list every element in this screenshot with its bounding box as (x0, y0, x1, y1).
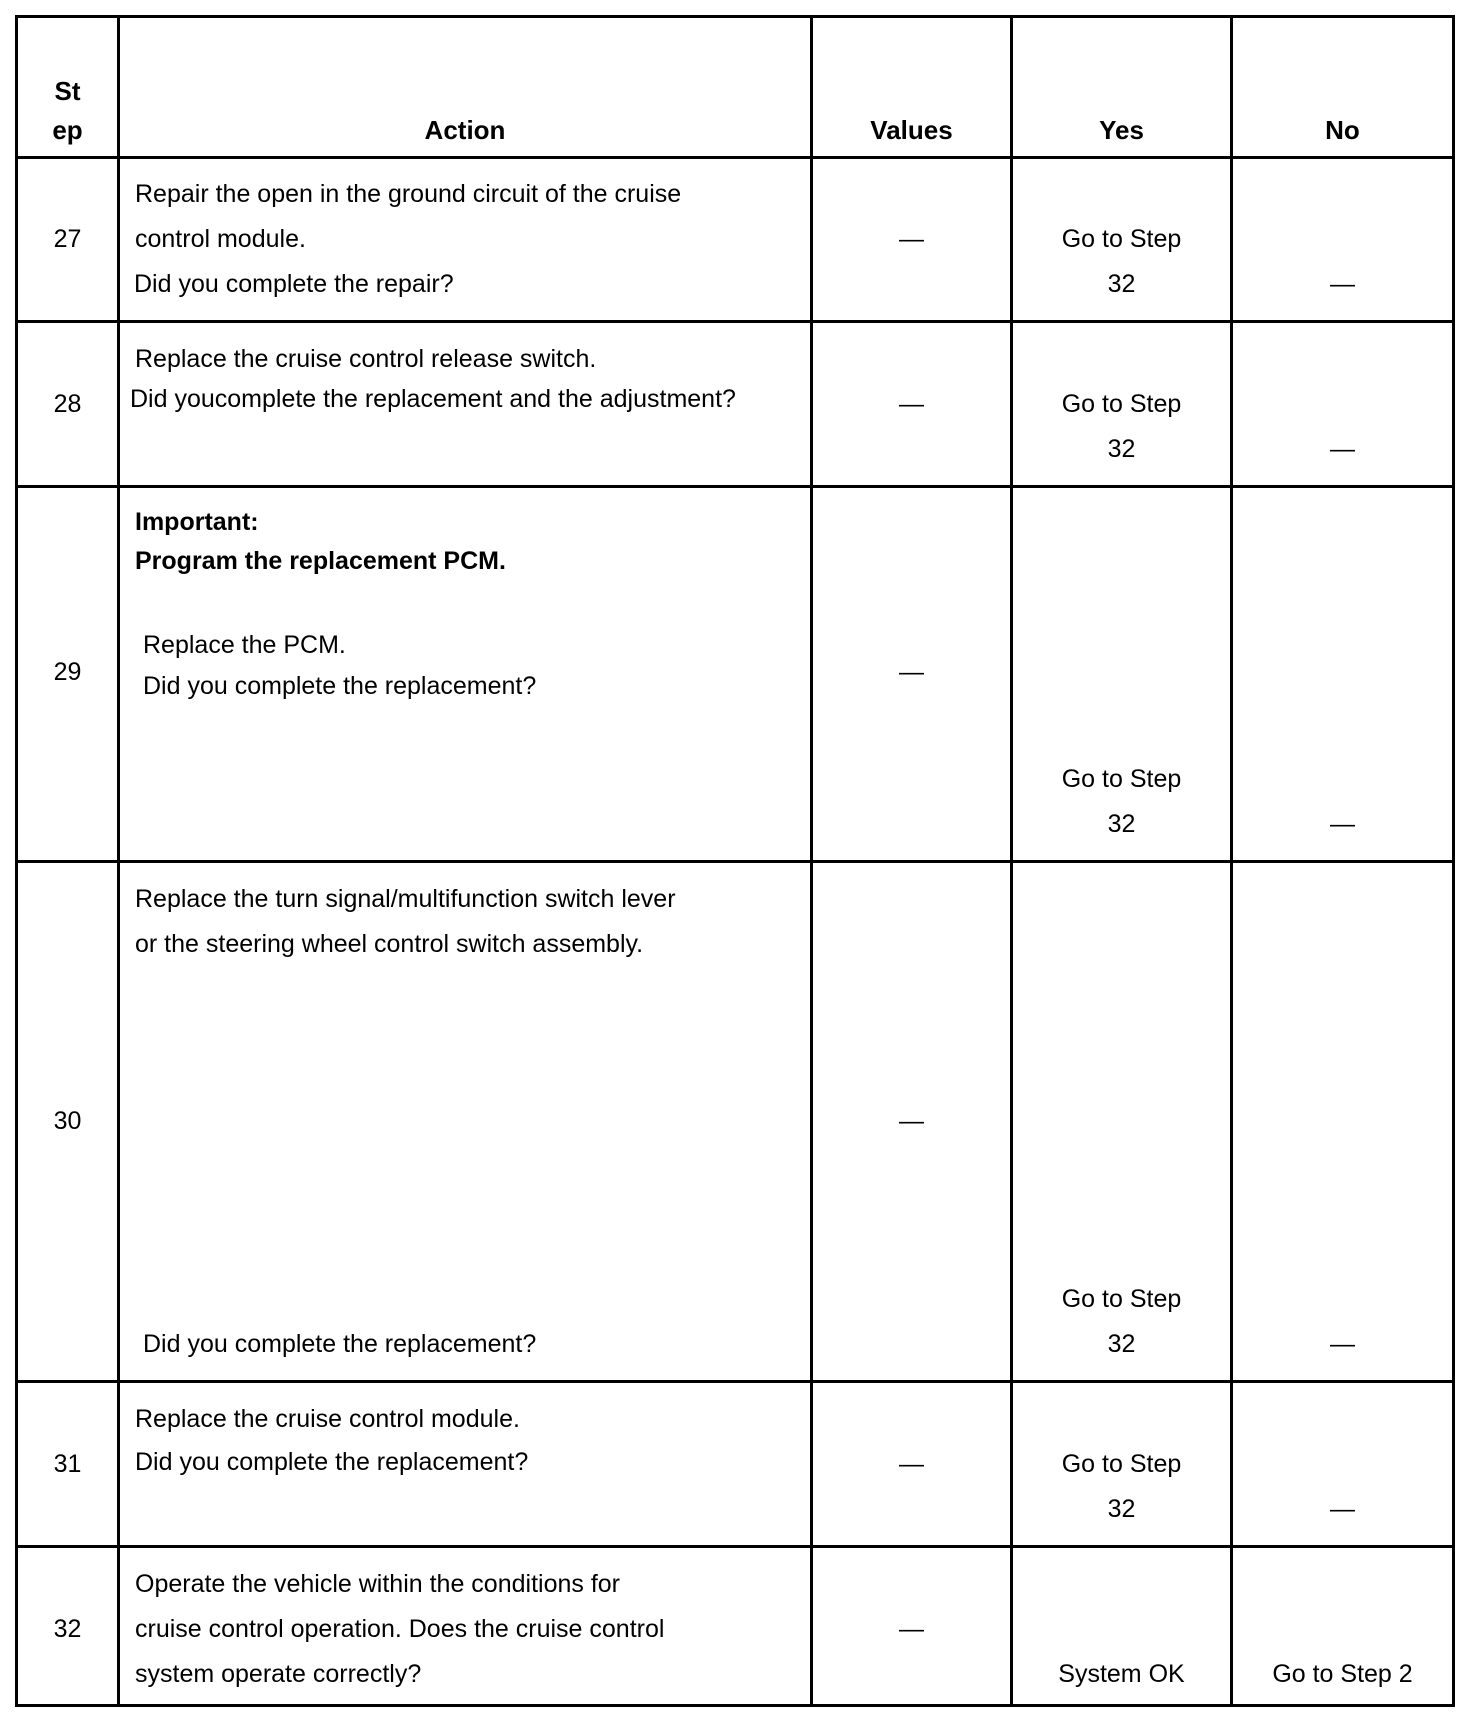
yes-cell-line2: 32 (1107, 1330, 1136, 1358)
important-heading: Important: (135, 508, 259, 536)
action-question: Did you complete the replacement? (143, 1330, 537, 1358)
no-cell: — (1330, 435, 1355, 463)
row-divider (15, 320, 1455, 323)
yes-cell-line2: 32 (1107, 270, 1136, 298)
values-cell: — (899, 658, 924, 686)
action-question: Did you complete the replacement? (135, 1448, 529, 1476)
row-divider (15, 1380, 1455, 1383)
values-cell: — (899, 390, 924, 418)
no-cell: Go to Step 2 (1272, 1660, 1413, 1688)
step-number: 30 (53, 1107, 82, 1135)
yes-cell: System OK (1058, 1660, 1185, 1688)
values-cell: — (899, 1450, 924, 1478)
action-text: Replace the turn signal/multifunction switch lever (135, 885, 676, 913)
step-number: 29 (53, 658, 82, 686)
yes-cell-line1: Go to Step (1061, 225, 1182, 253)
header-step-line2: ep (52, 115, 83, 145)
action-text: Repair the open in the ground circuit of the cruise (135, 180, 682, 208)
action-text: Replace the PCM. (143, 631, 346, 659)
row-divider (15, 156, 1455, 159)
action-text: Replace the cruise control module. (135, 1405, 520, 1433)
yes-cell-line1: Go to Step (1061, 765, 1182, 793)
action-text: Replace the cruise control release switch. (135, 345, 597, 373)
header-step-line1: St (54, 76, 81, 106)
important-note: Program the replacement PCM. (135, 547, 506, 575)
action-question: system operate correctly? (135, 1660, 422, 1688)
action-text: cruise control operation. Does the cruise control (135, 1615, 665, 1643)
step-number: 32 (53, 1615, 82, 1643)
header-action: Action (424, 115, 506, 145)
yes-cell-line2: 32 (1107, 1495, 1136, 1523)
yes-cell-line2: 32 (1107, 435, 1136, 463)
yes-cell-line1: Go to Step (1061, 1285, 1182, 1313)
no-cell: — (1330, 1330, 1355, 1358)
row-divider (15, 485, 1455, 488)
header-values: Values (870, 115, 953, 145)
header-no: No (1325, 115, 1360, 145)
row-divider (15, 860, 1455, 863)
yes-cell-line1: Go to Step (1061, 1450, 1182, 1478)
header-yes: Yes (1099, 115, 1144, 145)
action-text: control module. (135, 225, 306, 253)
action-question: Did you complete the repair? (134, 270, 454, 298)
values-cell: — (899, 225, 924, 253)
step-number: 28 (53, 390, 82, 418)
action-text: Operate the vehicle within the conditions for (135, 1570, 620, 1598)
no-cell: — (1330, 270, 1355, 298)
no-cell: — (1330, 1495, 1355, 1523)
action-question: Did youcomplete the replacement and the adjustment? (130, 385, 736, 413)
row-divider (15, 1545, 1455, 1548)
yes-cell-line1: Go to Step (1061, 390, 1182, 418)
action-question: Did you complete the replacement? (143, 672, 537, 700)
yes-cell-line2: 32 (1107, 810, 1136, 838)
step-number: 27 (53, 225, 82, 253)
values-cell: — (899, 1107, 924, 1135)
values-cell: — (899, 1615, 924, 1643)
no-cell: — (1330, 810, 1355, 838)
step-number: 31 (53, 1450, 82, 1478)
action-text: or the steering wheel control switch assembly. (135, 930, 644, 958)
